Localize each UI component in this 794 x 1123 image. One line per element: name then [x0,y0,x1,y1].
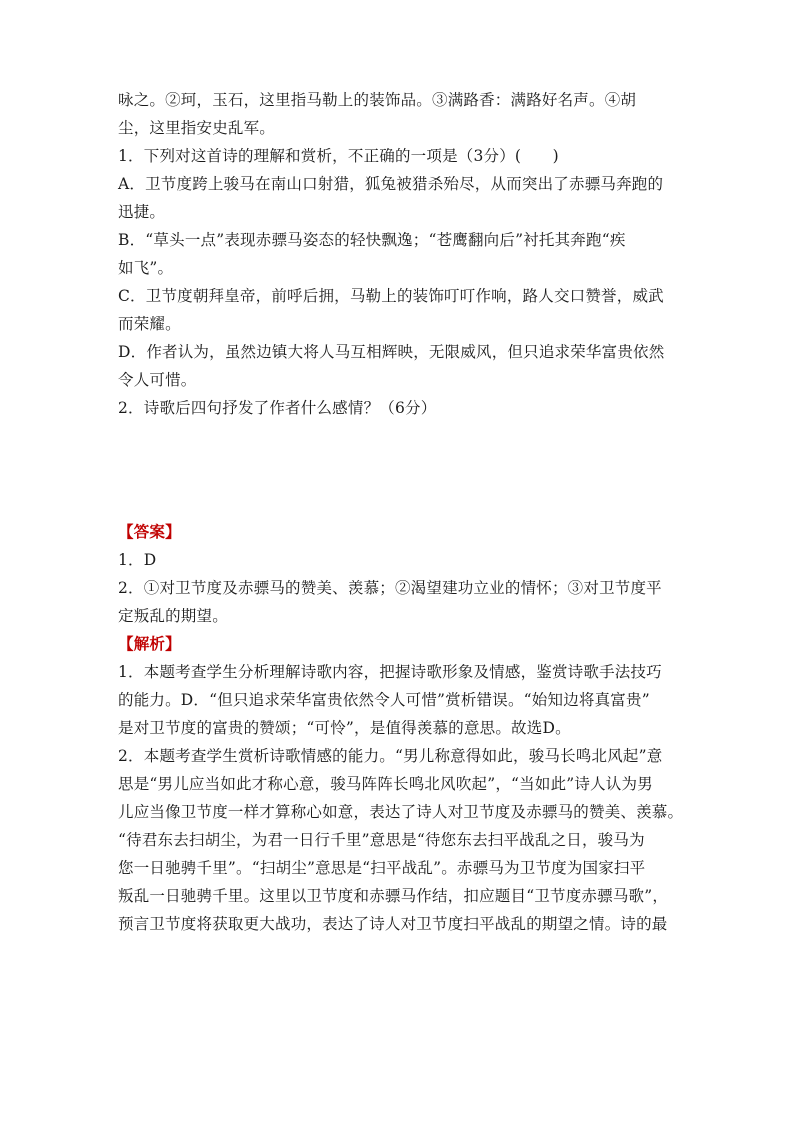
analysis-1-line-1: 1．本题考查学生分析理解诗歌内容，把握诗歌形象及情感，鉴赏诗歌手法技巧 [118,663,662,681]
option-a-line-2: 迅捷。 [118,203,166,221]
answer-2-line-2: 定叛乱的期望。 [118,607,228,625]
note-line-2: 尘，这里指安史乱军。 [118,119,276,137]
answer-1: 1．D [118,551,157,569]
analysis-2-line-7: 预言卫节度将获取更大战功，表达了诗人对卫节度扫平战乱的期望之情。诗的最 [118,915,668,933]
option-c-line-2: 而荣耀。 [118,315,181,333]
option-d-line-2: 令人可惜。 [118,371,197,389]
analysis-1-line-3: 是对卫节度的富贵的赞颂；“可怜”，是值得羡慕的意思。故选D。 [118,719,571,737]
option-b-line-1: B．“草头一点”表现赤骠马姿态的轻快飘逸；“苍鹰翻向后”衬托其奔跑“疾 [118,231,626,249]
analysis-2-line-4: “待君东去扫胡尘，为君一日行千里”意思是“待您东去扫平战乱之日，骏马为 [118,831,645,849]
question-1-stem: 1．下列对这首诗的理解和赏析，不正确的一项是（3分）( ) [118,147,559,165]
analysis-1-line-2: 的能力。D．“但只追求荣华富贵依然令人可惜”赏析错误。“始知边将真富贵” [118,691,650,709]
spacer [118,422,688,518]
analysis-2-line-3: 儿应当像卫节度一样才算称心如意，表达了诗人对卫节度及赤骠马的赞美、羡慕。 [118,803,684,821]
analysis-heading: 【解析】 [118,634,181,653]
answer-heading: 【答案】 [118,522,181,541]
answer-2-line-1: 2．①对卫节度及赤骠马的赞美、羡慕；②渴望建功立业的情怀；③对卫节度平 [118,579,662,597]
note-line-1: 咏之。②珂，玉石，这里指马勒上的装饰品。③满路香：满路好名声。④胡 [118,91,637,109]
document-page [118,86,688,938]
analysis-2-line-1: 2．本题考查学生赏析诗歌情感的能力。“男儿称意得如此，骏马长鸣北风起”意 [118,747,663,765]
analysis-2-line-6: 叛乱一日驰骋千里。这里以卫节度和赤骠马作结，扣应题目“卫节度赤骠马歌”， [118,887,669,905]
option-c-line-1: C．卫节度朝拜皇帝，前呼后拥，马勒上的装饰叮叮作响，路人交口赞誉，威武 [118,287,664,305]
option-d-line-1: D．作者认为，虽然边镇大将人马互相辉映，无限威风，但只追求荣华富贵依然 [118,343,665,361]
analysis-2-line-2: 思是“男儿应当如此才称心意，骏马阵阵长鸣北风吹起”，“当如此”诗人认为男 [118,775,653,793]
option-b-line-2: 如飞”。 [118,259,174,277]
analysis-2-line-5: 您一日驰骋千里”。“扫胡尘”意思是“扫平战乱”。赤骠马为卫节度为国家扫平 [118,859,646,877]
question-2-stem: 2．诗歌后四句抒发了作者什么感情？（6分） [118,399,437,417]
option-a-line-1: A．卫节度跨上骏马在南山口射猎，狐兔被猎杀殆尽，从而突出了赤骠马奔跑的 [118,175,664,193]
